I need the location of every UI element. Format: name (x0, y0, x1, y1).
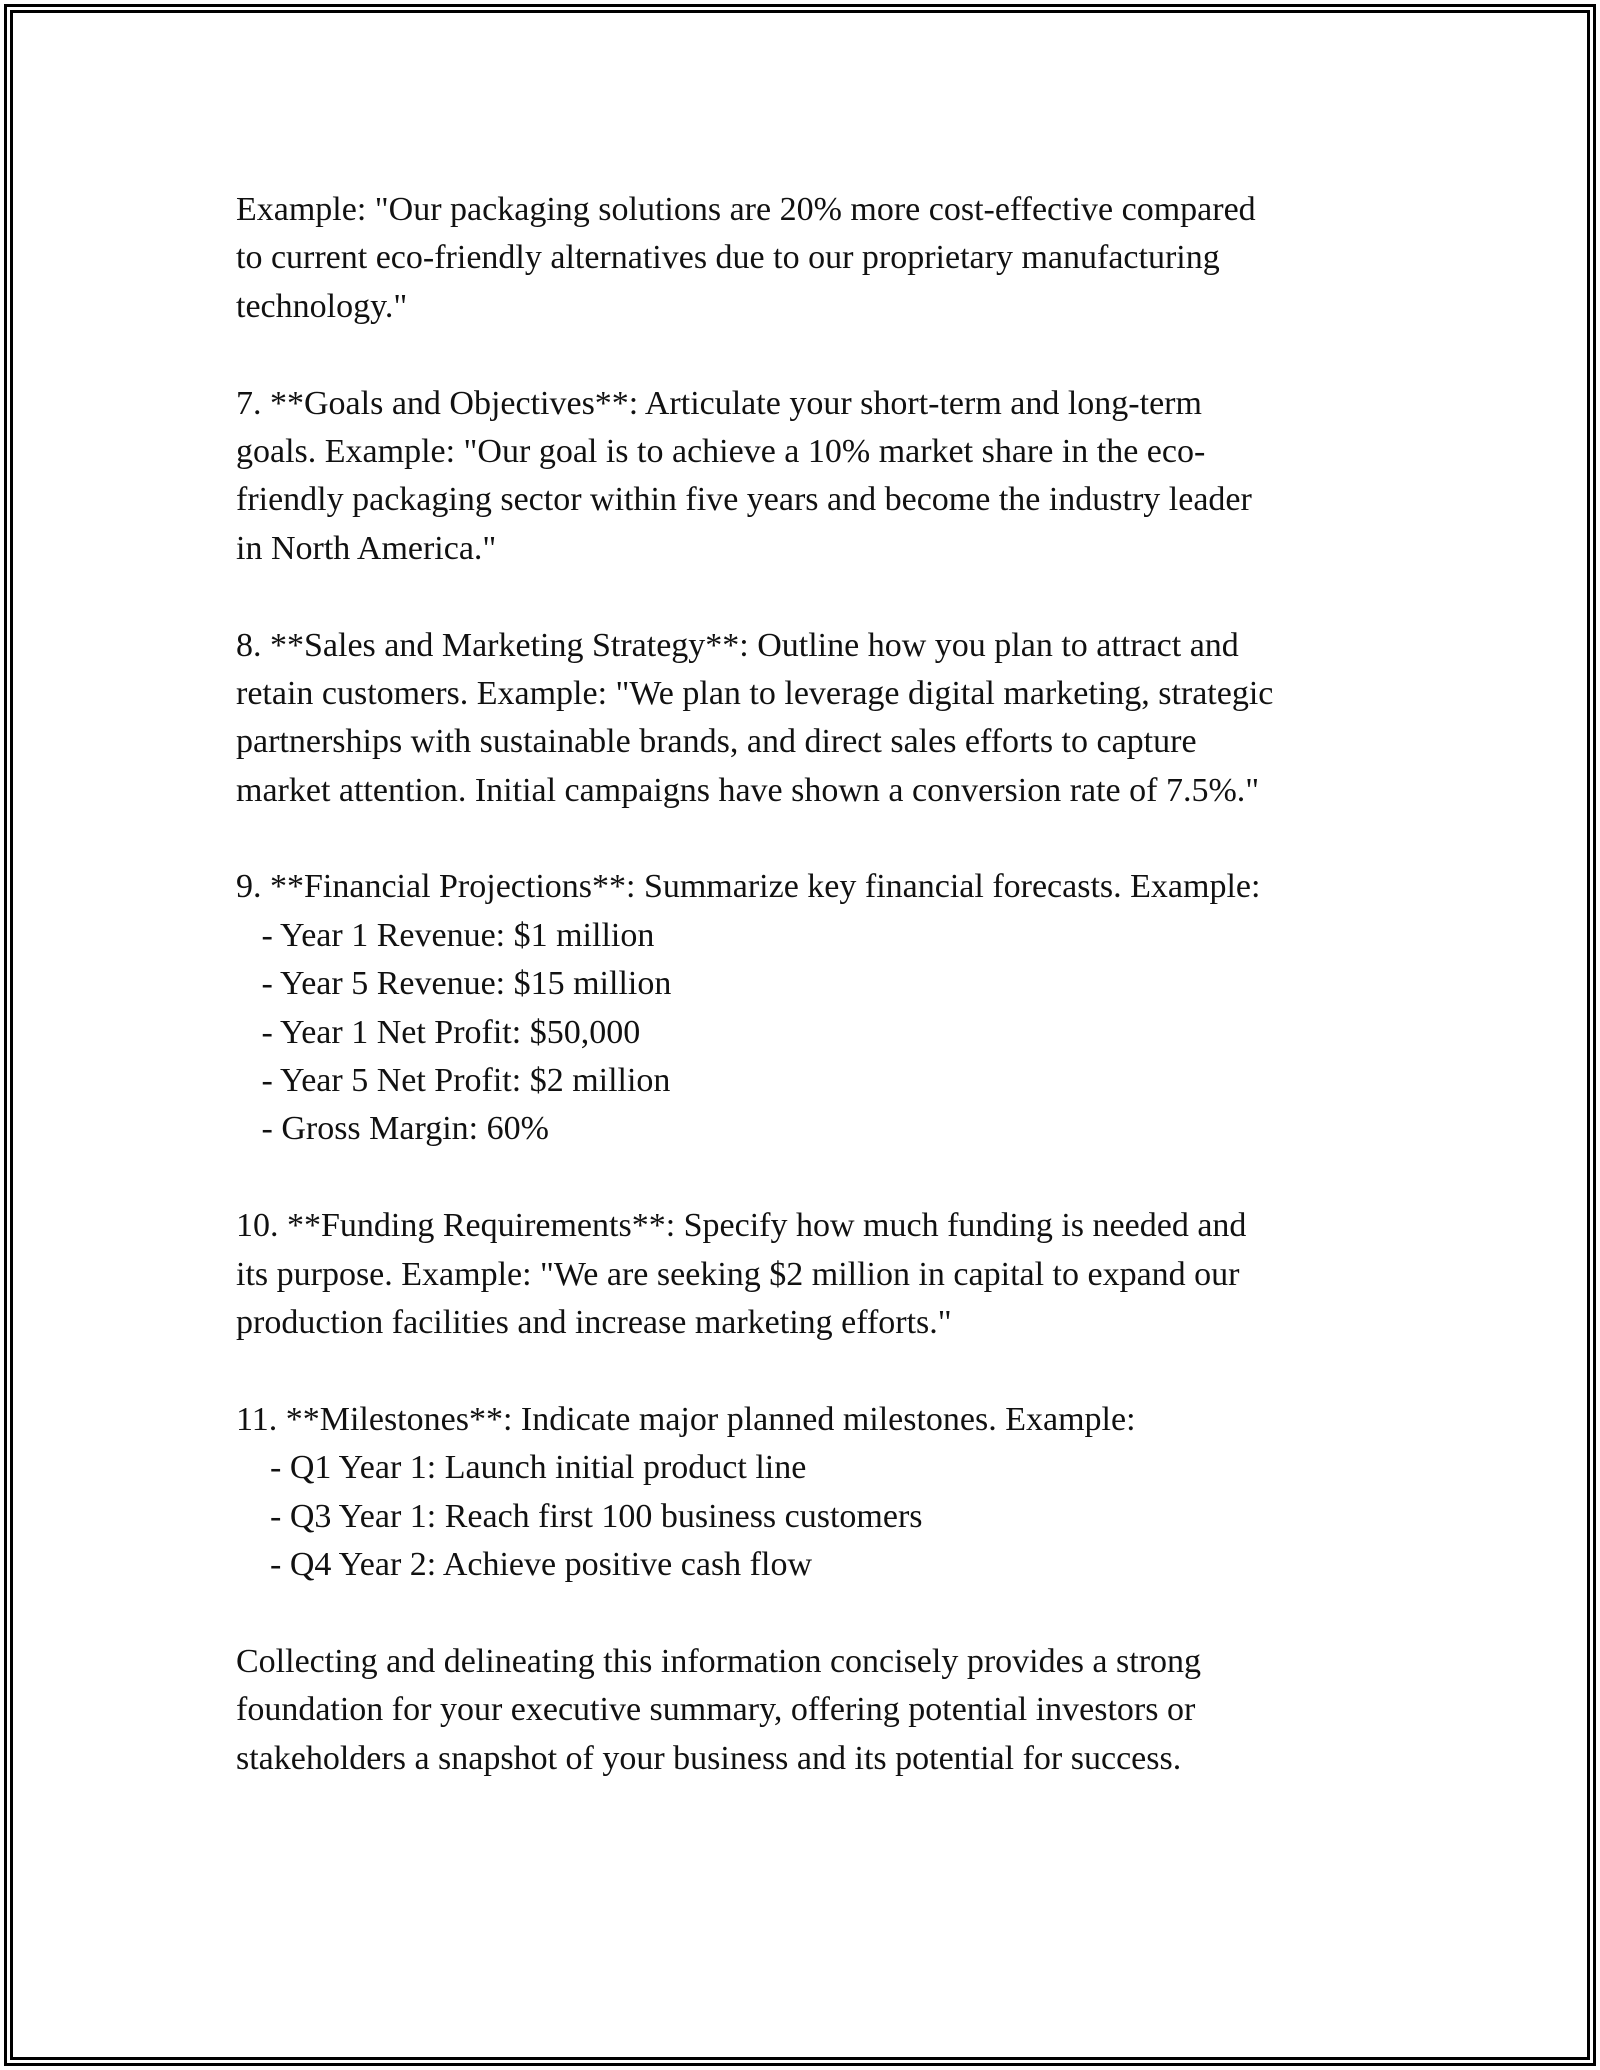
text-line: foundation for your executive summary, offering potential investors or (236, 1691, 1196, 1729)
paragraph-gap (236, 1589, 1436, 1637)
document-body (236, 186, 1436, 1783)
paragraph-financial-projections (236, 863, 1436, 1153)
paragraph-conclusion (236, 1638, 1436, 1783)
text-line: to current eco-friendly alternatives due to our proprietary manufacturing (236, 239, 1220, 277)
paragraph-gap (236, 1154, 1436, 1202)
text-line: market attention. Initial campaigns have shown a conversion rate of 7.5%." (236, 771, 1260, 809)
list-item: - Q3 Year 1: Reach first 100 business customers (236, 1497, 923, 1535)
text-line: 11. **Milestones**: Indicate major planned milestones. Example: (236, 1400, 1136, 1438)
list-item: - Year 1 Net Profit: $50,000 (236, 1013, 641, 1051)
paragraph-gap (236, 573, 1436, 621)
text-line: production facilities and increase marketing efforts." (236, 1303, 952, 1341)
list-item: - Q4 Year 2: Achieve positive cash flow (236, 1545, 813, 1583)
text-line: 7. **Goals and Objectives**: Articulate your short-term and long-term (236, 384, 1202, 422)
list-item: - Year 5 Revenue: $15 million (236, 965, 672, 1003)
paragraph-gap (236, 815, 1436, 863)
text-line: Example: "Our packaging solutions are 20% more cost-effective compared (236, 191, 1256, 228)
paragraph-intro-example (236, 186, 1436, 331)
list-item: - Year 1 Revenue: $1 million (236, 916, 655, 954)
text-line: Collecting and delineating this information concisely provides a strong (236, 1642, 1202, 1680)
text-line: friendly packaging sector within five years and become the industry leader (236, 481, 1252, 519)
list-item: - Q1 Year 1: Launch initial product line (236, 1449, 807, 1487)
paragraph-sales-marketing (236, 622, 1436, 816)
paragraph-goals-objectives (236, 380, 1436, 574)
paragraph-gap (236, 331, 1436, 379)
list-item: - Year 5 Net Profit: $2 million (236, 1062, 671, 1100)
text-line: stakeholders a snapshot of your business and its potential for success. (236, 1739, 1182, 1777)
text-line: 9. **Financial Projections**: Summarize key financial forecasts. Example: (236, 868, 1261, 906)
paragraph-gap (236, 1347, 1436, 1395)
text-line: retain customers. Example: "We plan to leverage digital marketing, strategic (236, 674, 1274, 712)
text-line: its purpose. Example: "We are seeking $2 million in capital to expand our (236, 1255, 1240, 1293)
text-line: goals. Example: "Our goal is to achieve a 10% market share in the eco- (236, 432, 1206, 470)
paragraph-funding-requirements (236, 1202, 1436, 1347)
paragraph-milestones (236, 1396, 1436, 1590)
text-line: in North America." (236, 529, 497, 567)
text-line: partnerships with sustainable brands, and direct sales efforts to capture (236, 723, 1197, 761)
text-line: technology." (236, 287, 408, 325)
text-line: 8. **Sales and Marketing Strategy**: Outline how you plan to attract and (236, 626, 1239, 664)
text-line: 10. **Funding Requirements**: Specify how much funding is needed and (236, 1207, 1247, 1245)
list-item: - Gross Margin: 60% (236, 1110, 549, 1148)
